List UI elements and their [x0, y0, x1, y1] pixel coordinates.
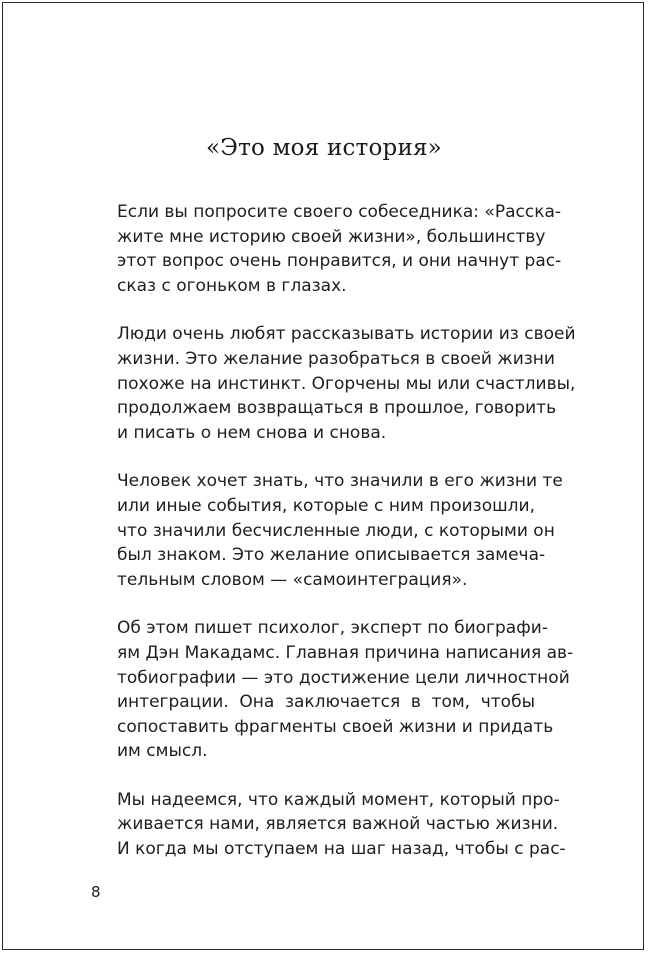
- text-line: или иные события, которые с ним произошли,: [117, 495, 535, 516]
- text-line: интеграции. Она заключается в том, чтобы: [117, 692, 535, 713]
- text-line: тельным словом — «самоинтеграция».: [117, 569, 468, 590]
- text-line: жизни. Это желание разобраться в своей жизни: [117, 348, 555, 369]
- book-page: [2, 2, 644, 950]
- paragraph: [117, 616, 574, 764]
- body-text: [117, 200, 576, 886]
- text-line: ям Дэн Макадамс. Главная причина написания ав-: [117, 642, 574, 663]
- paragraph: [117, 322, 576, 445]
- text-line: Мы надеемся, что каждый момент, который про-: [117, 789, 560, 810]
- text-line: и писать о нем снова и снова.: [117, 422, 387, 443]
- text-line: был знаком. Это желание описывается замеча-: [117, 545, 546, 566]
- text-line: похоже на инстинкт. Огорчены мы или счастливы,: [117, 373, 576, 394]
- text-line: им смысл.: [117, 741, 208, 762]
- page-number: 8: [91, 883, 101, 901]
- text-line: что значили бесчисленные люди, с которыми он: [117, 520, 555, 541]
- text-line: жите мне историю своей жизни», большинству: [117, 226, 546, 247]
- text-line: тобиографии — это достижение цели личностной: [117, 667, 570, 688]
- paragraph: [117, 200, 562, 298]
- text-line: И когда мы отступаем на шаг назад, чтобы с рас-: [117, 839, 566, 860]
- text-line: Об этом пишет психолог, эксперт по биографи-: [117, 618, 548, 639]
- text-line: Люди очень любят рассказывать истории из своей: [117, 324, 576, 345]
- text-line: Если вы попросите своего собеседника: «Расска-: [117, 202, 562, 222]
- paragraph: [117, 788, 566, 862]
- text-line: Человек хочет знать, что значили в его жизни те: [117, 471, 563, 492]
- text-line: живается нами, является важной частью жизни.: [117, 814, 559, 835]
- text-line: продолжаем возвращаться в прошлое, говорить: [117, 398, 557, 419]
- text-line: сопоставить фрагменты своей жизни и придать: [117, 716, 554, 737]
- text-line: сказ с огоньком в глазах.: [117, 275, 347, 296]
- chapter-title: «Это моя история»: [206, 135, 442, 161]
- text-line: этот вопрос очень понравится, и они начнут рас-: [117, 251, 562, 272]
- paragraph: [117, 469, 563, 592]
